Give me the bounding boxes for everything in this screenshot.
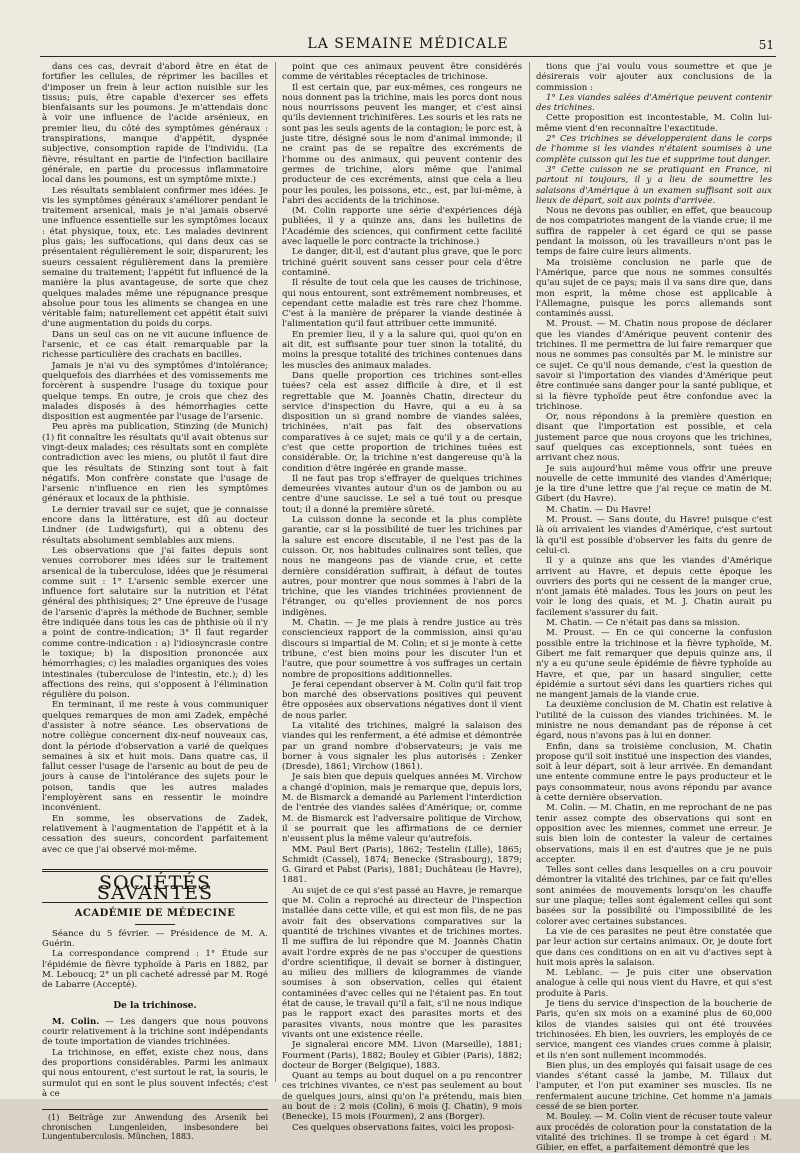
paragraph: M. Bouley. — M. Colin vient de récuser toute valeur aux procédés de coloration pour la constatation de la vitalité des trichines. Il se trompe à cet égard : M. Gibier, en effet, a parfaitement démontré que les [536,1112,772,1153]
paragraph: Au sujet de ce qui s'est passé au Havre, je remarque que M. Colin a reproché au directeur de l'inspection installée dans cette ville, et qui est mon fils, de ne pas avoir fait des observations comparatives sur la quantité de trichines vivantes et de trichines mortes. Il me suffira de lui répondre que M. Joannès Chatin avait l'ordre exprès de ne pas s'occuper de questions d'ordre scientifique, il devait se borner à distinguer, au milieu des milliers de kilogrammes de viande soumises à son observation, celles qui étaient contaminées d'avec celles qui ne l'étaient pas. En tout état de cause, le travail qu'il a fait, s'il ne nous indique pas le rapport exact des parasites morts et des parasites vivants, nous montre que les parasites vivants ont une existence réelle. [282,885,522,1040]
footnote-text: (1) Beiträge zur Anwendung des Arsenik bei chronischen Lungenleiden, insbesondere bei Lungentuberculosis. München, 1883. [42,1113,268,1142]
paragraph: La vitalité des trichines, malgré la salaison des viandes qui les renferment, a été admise et démontrée par un grand nombre d'observateurs; je vais me borner à vous signaler les plus autorisés : Zenker (Dresde), 1861; Virchow (1861). [282,721,522,773]
speech-text: — Les dangers que nous pouvons courir relativement à la trichine sont indépendants de toute importation de viandes trichinées. [42,1016,268,1048]
section-heading-box [42,869,268,904]
paragraph: M. Colin. — M. Chatin, en me reprochant de ne pas tenir assez compte des observations qui sont en opposition avec les miennes, commet une erreur. Je suis bien loin de contester la valeur de certaines observations, mais il en est d'autres que je ne puis accepter. [536,803,772,865]
paragraph: M. Proust. — M. Chatin nous propose de déclarer que les viandes d'Amérique peuvent contenir des trichines. Il me permettra de lui faire remarquer que nous ne sommes pas consultés par M. le ministre sur ce sujet. Ce qu'il nous demande, c'est la question de savoir si l'importation des viandes d'Amérique peut être continuée sans danger pour la santé publique, et si la fièvre typhoïde peut être confondue avec la trichinose. [536,319,772,412]
paragraph: Le danger, dit-il, est d'autant plus grave, que le porc trichiné guérit souvent sans cesser pour cela d'être contaminé. [282,247,522,278]
paragraph: Je tiens du service d'inspection de la boucherie de Paris, qu'en six mois on a examiné plus de 60,000 kilos de viandes saisies qui ont été trouvées trichinosées. Eh bien, les ouvriers, les employés de ce service, mangent ces viandes crues comme à plaisir, et ils n'en sont nullement incommodés. [536,999,772,1061]
column-1 [42,62,268,1142]
paragraph: Les observations que j'ai faites depuis sont venues corroborer mes idées sur le traitement arsenical de la tuberculose, idées que je résumerai comme suit : 1° L'arsenic semble exercer une influence fort salutaire sur la nutrition et l'état général des phthisiques; 2° Une épreuve de l'usage de l'arsenic d'après la méthode de Buchner, semble être indiquée dans tous les cas de phthisie où il n'y a point de contre-indication; 3° Il faut regarder comme contre-indication : a) l'idiosyncrasie contre le toxique; b) la disposition prononcée aux hémorrhagies; c) les maladies organiques des voies intestinales (tuberculose de l'intestin, etc.); d) les affections des reins, qui s'opposent à l'élimination régulière du poison. [42,545,268,701]
paragraph: Peu après ma publication, Stinzing (de Munich) (1) fit connaître les résultats qu'il avait obtenus sur vingt-deux malades; ces résultats sont en complète contradiction avec les miens, ou plutôt il faut dire que les résultats de Stinzing sont tout à fait négatifs. Mon confrère constate que l'usage de l'arsenic n'influence en rien les symptômes généraux et locaux de la phthisie. [42,422,268,505]
paragraph: Je signalerai encore MM. Livon (Marseille), 1881; Fourment (Paris), 1882; Bouley et Gibier (Paris), 1882; docteur de Borger (Belgique), 1883. [282,1040,522,1071]
paragraph: Le dernier travail sur ce sujet, que je connaisse encore dans la littérature, est dû au docteur Lindner (de Ludwigsfurt), qui a obtenu des résultats absolument semblables aux miens. [42,504,268,546]
paragraph: Dans quelle proportion ces trichines sont-elles tuées? cela est assez difficile à dire, et il est regrettable que M. Joannès Chatin, directeur du service d'inspection du Havre, qui a eu à sa disposition un si grand nombre de viandes salées, trichinées, n'ait pas fait des observations comparatives à ce sujet; mais ce qu'il y a de certain, c'est que cette proportion de trichines tuées est considérable. Or, la trichine n'est dangereuse qu'à la condition d'être ingérée en grande masse. [282,370,522,474]
paragraph: En somme, les observations de Zadek, relativement à l'augmentation de l'appétit et à la cessation des sueurs, concordent parfaitement avec ce que j'ai observé moi-même. [42,813,268,855]
speech-paragraph [42,1017,268,1048]
paragraph: M. Leblanc. — Je puis citer une observation analogue à celle qui nous vient du Havre, et qui s'est produite à Paris. [536,968,772,999]
page-header [40,34,776,57]
paragraph: M. Chatin. — Du Havre! [546,504,652,515]
paragraph: Telles sont celles dans lesquelles on a cru pouvoir démontrer la vitalité des trichines, par ce fait qu'elles sont animées de mouvements lorsqu'on les chauffe sur une plaque; telles sont également celles qui sont basées sur la possibilité ou l'impossibilité de les colorer avec certaines substances. [536,865,772,927]
page-number: 51 [758,38,774,52]
paragraph: La vie de ces parasites ne peut être constatée que par leur action sur certains animaux. Or, je doute fort que dans ces conditions on en ait vu d'actives sept à huit mois après la salaison. [536,926,772,968]
paragraph: M. Chatin. — Ce n'était pas dans sa mission. [546,618,741,629]
running-title: LA SEMAINE MÉDICALE [307,36,509,52]
paragraph: 3° Cette cuisson ne se pratiquant en France, ni partout ni toujours, il y a lieu de soumettre les salaisons d'Amérique à un examen suffisant soit aux lieux de départ, soit aux points d'arrivée. [536,164,772,206]
paragraph: Cette proposition est incontestable, M. Colin lui-même vient d'en reconnaître l'exactitude. [536,113,772,134]
paragraph: point que ces animaux peuvent être considérés comme de véritables réceptacles de trichinose. [282,62,522,83]
paragraph: Il est certain que, par eux-mêmes, ces rongeurs ne nous donnent pas la trichine, mais les porcs dont nous nous nourrissons peuvent les manger, et c'est ainsi qu'ils deviennent trichinifères. Les souris et les rats ne sont pas les seuls agents de la contagion; le porc est, à juste titre, désigné sous le nom d'animal immonde; il ne craint pas de se repaître des excréments de l'homme ou des animaux, qui peuvent contenir des germes de trichine, alors même que l'animal producteur de ces excréments, ainsi que cela a lieu pour les poules, les poissons, etc., est, par lui-même, à l'abri des accidents de la trichinose. [282,82,522,206]
paragraph: tions que j'ai voulu vous soumettre et que je désirerais voir ajouter aux conclusions de la commission : [536,62,772,93]
column-rule [275,62,276,1082]
paragraph: 1° Les viandes salées d'Amérique peuvent contenir des trichines. [536,92,772,114]
column-3 [536,62,772,1153]
column-2 [282,62,522,1133]
speaker-name: M. Colin. [52,1016,100,1027]
paragraph: Je sais bien que depuis quelques années M. Virchow a changé d'opinion, mais je remarque que, depuis lors, M. de Bismarck a demandé au Parlement l'interdiction de l'entrée des viandes salées d'Amérique; or, comme M. de Bismarck est l'adversaire politique de Virchow, il se pourrait que les affirmations de ce dernier n'eussent plus la même valeur qu'autrefois. [282,772,522,845]
paragraph: En terminant, il me reste à vous communiquer quelques remarques de mon ami Zadek, empêché d'assister à notre séance. Les observations de notre collègue concernent dix-neuf nouveaux cas, dont la période d'observation a varié de quelques semaines à six et huit mois. Dans quatre cas, il fallut cesser l'usage de l'arsenic au bout de peu de jours à cause de l'intolérance des sujets pour le poison, tandis que les autres malades l'employèrent sans en ressentir le moindre inconvénient. [42,700,268,814]
subheading: De la trichinose. [113,1000,197,1011]
paragraph: Jamais je n'ai vu des symptômes d'intolérance; quelquefois des diarrhées et des vomissements me forcèrent à suspendre l'usage du toxique pour quelque temps. En outre, je crois que chez des malades disposés à des hémorrhagies cette disposition est augmentée par l'usage de l'arsenic. [42,360,268,423]
section-title: SOCIÉTÉS SAVANTES [96,871,214,905]
paragraph: Je suis aujourd'hui même vous offrir une preuve nouvelle de cette immunité des viandes d'Amérique; je la tire d'une lettre que j'ai reçue ce matin de M. Gibert (du Havre). [536,463,772,505]
paragraph: Les résultats semblaient confirmer mes idées. Je vis les symptômes généraux s'améliorer pendant le traitement arsenical, mais je n'ai jamais observé une influence essentielle sur les symptômes locaux : état physique, toux, etc. Les malades devinrent plus gais; les suffocations, qui dans deux cas se présentaient régulièrement le soir, disparurent; les sueurs cessaient régulièrement dans la première semaine du traitement; l'appétit fut influencé de la manière la plus avantageuse, de sorte que chez quelques malades même une répugnance presque absolue pour tous les aliments se changea en une véritable faim; naturellement cet appétit était suivi d'une augmentation du poids du corps. [42,185,268,330]
paragraph: Il ne faut pas trop s'effrayer de quelques trichines demeurées vivantes autour d'un os de jambon ou au centre d'une saucisse. Le sel a tué tout ou presque tout; il a donné la première sûreté. [282,473,522,515]
short-rule [135,924,175,925]
academie-heading: ACADÉMIE DE MÉDECINE [74,908,236,920]
footnote [42,1109,268,1142]
column-rule [529,62,530,1082]
paragraph: Quant au temps au bout duquel on a pu rencontrer ces trichines vivantes, ce n'est pas seulement au bout de quelques jours, ainsi qu'on l'a prétendu, mais bien au bout de : 2 mois (Colin), 6 mois (J. Chatin), 9 mois (Benecke), 15 mois (Fourmen), 2 ans (Borger). [282,1071,522,1123]
paragraph: Or, nous répondons à la première question en disant que l'importation est possible, et cela justement parce que nous croyons que les trichines, sauf quelques cas exceptionnels, sont tuées en arrivant chez nous. [536,412,772,464]
paragraph: La trichinose, en effet, existe chez nous, dans des proportions considérables. Parmi les animaux qui nous entourent, c'est surtout le rat, la souris, le surmulot qui en sont le plus souvent infectés; c'est à ce [42,1047,268,1099]
correspondance-paragraph: La correspondance comprend : 1° Étude sur l'épidémie de fièvre typhoïde à Paris en 1882, par M. Leboucq; 2° un pli cacheté adressé par M. Rogé de Labarre (Accepté). [42,949,268,991]
paragraph: Ces quelques observations faites, voici les proposi- [292,1122,515,1133]
paragraph: La cuisson donne la seconde et la plus complète garantie, car si la possibilité de tuer les trichines par la salure est encore discutable, il ne l'est pas de la cuisson. Or, nos habitudes culinaires sont telles, que nous ne mangeons pas de viande crue, et cette dernière considération suffirait, à défaut de toutes autres, pour montrer que nous sommes à l'abri de la trichine, que les viandes trichinées proviennent de l'étranger, ou qu'elles proviennent de nos porcs indigènes. [282,515,522,618]
paragraph: 2° Ces trichines se développeraient dans le corps de l'homme si les viandes n'étaient soumises à une complète cuisson qui les tue et supprime tout danger. [536,134,772,165]
paragraph: Il y a quinze ans que les viandes d'Amérique arrivent au Havre, et depuis cette époque les ouvriers des ports qui ne cessent de la manger crue, n'ont jamais été malades. Tous les jours on peut les voir le long des quais, et M. J. Chatin aurait pu facilement s'assurer du fait. [536,556,772,618]
paragraph: Il résulte de tout cela que les causes de trichinose, qui nous entourent, sont extrêmement nombreuses, et cependant cette maladie est très rare chez l'homme. C'est à la manière de préparer la viande destinée à l'alimentation qu'il faut attribuer cette immunité. [282,278,522,330]
paragraph: Nous ne devons pas oublier, en effet, que beaucoup de nos compatriotes mangent de la viande crue; il me suffira de rappeler à cet égard ce qui se passe pendant la moisson, où les travailleurs n'ont pas le temps de faire cuire leurs aliments. [536,206,772,258]
paragraph: En premier lieu, il y a la salure qui, quoi qu'on en ait dit, est suffisante pour tuer sinon la totalité, du moins la presque totalité des trichines contenues dans les muscles des animaux malades. [282,329,522,371]
paragraph: M. Chatin. — Je me plais à rendre justice au très consciencieux rapport de la commission, ainsi qu'au discours si impartial de M. Colin; et si je monte à cette tribune, c'est bien moins pour les discuter l'un et l'autre, que pour soumettre à vos suffrages un certain nombre de propositions additionnelles. [282,618,522,680]
paragraph: Ma troisième conclusion ne parle que de l'Amérique, parce que nous ne sommes consultés qu'au sujet de ce pays; mais il va sans dire que, dans mon esprit, la même chose est applicable à l'Allemagne, puisque les porcs allemands sont contaminés aussi. [536,257,772,320]
paragraph: dans ces cas, devrait d'abord être en état de fortifier les cellules, de réprimer les bacilles et d'imposer un frein à leur action nuisible sur les tissus; puis, être capable d'exercer ses effets bienfaisants sur les poumons. Je m'attendais donc à voir une influence de l'acide arsénieux, en premier lieu, du côté des symptômes généraux : transpirations, manque d'appétit, dyspnée subjective, consomption rapide de l'individu. (La fièvre, résultant en partie de l'infection bacillaire générale, en partie du processus inflammatoire local dans les poumons, est un symptôme mixte.) [42,62,268,186]
paragraph: Dans un seul cas on ne vit aucune influence de l'arsenic, et ce cas était remarquable par la richesse particulière des crachats en bacilles. [42,329,268,361]
paragraph: Je ferai cependant observer à M. Colin qu'il fait trop bon marché des observations positives qui peuvent être opposées aux observations négatives dont il vient de nous parler. [282,679,522,721]
seance-line: Séance du 5 février. — Présidence de M. A. Guérin. [42,928,268,950]
paragraph: La deuxième conclusion de M. Chatin est relative à l'utilité de la cuisson des viandes trichinées. M. le ministre ne nous demandant pas de réponse à cet égard, nous n'avons pas à lui en donner. [536,700,772,742]
paragraph: Enfin, dans sa troisième conclusion, M. Chatin propose qu'il soit institué une inspection des viandes, soit à leur départ, soit à leur arrivée. En demandant une entente commune entre le pays producteur et le pays consommateur, nous avons répondu par avance à cette dernière observation. [536,741,772,804]
paragraph: M. Proust. — Sans doute, du Havre! puisque c'est là où arrivaient les viandes d'Amérique, c'est surtout là qu'il est possible d'observer les faits du genre de celui-ci. [536,515,772,556]
paragraph: MM. Paul Bert (Paris), 1862; Testelin (Lille), 1865; Schmidt (Cassel), 1874; Benecke (Strasbourg), 1879; G. Girard et Pabst (Paris), 1881; Duchâteau (le Havre), 1881. [282,844,522,886]
paragraph: Bien plus, un des employés qui faisait usage de ces viandes s'étant cassé la jambe, M. Tillaux dut l'amputer, et l'on put examiner ses muscles. Ils ne renfermaient aucune trichine. Cet homme n'a jamais cessé de se bien porter. [536,1060,772,1112]
paragraph: M. Proust. — En ce qui concerne la confusion possible entre la trichinose et la fièvre typhoïde, M. Gibert me fait remarquer que depuis quinze ans, il n'y a eu qu'une seule épidémie de fièvre typhoïde au Havre, et que, par un hasard singulier, cette épidémie a surtout sévi dans les quartiers riches qui ne mangent jamais de la viande crue. [536,628,772,701]
paragraph: (M. Colin rapporte une série d'expériences déjà publiées, il y a quinze ans, dans les bulletins de l'Académie des sciences, qui confirment cette facilité avec laquelle le porc contracte la trichinose.) [282,206,522,248]
